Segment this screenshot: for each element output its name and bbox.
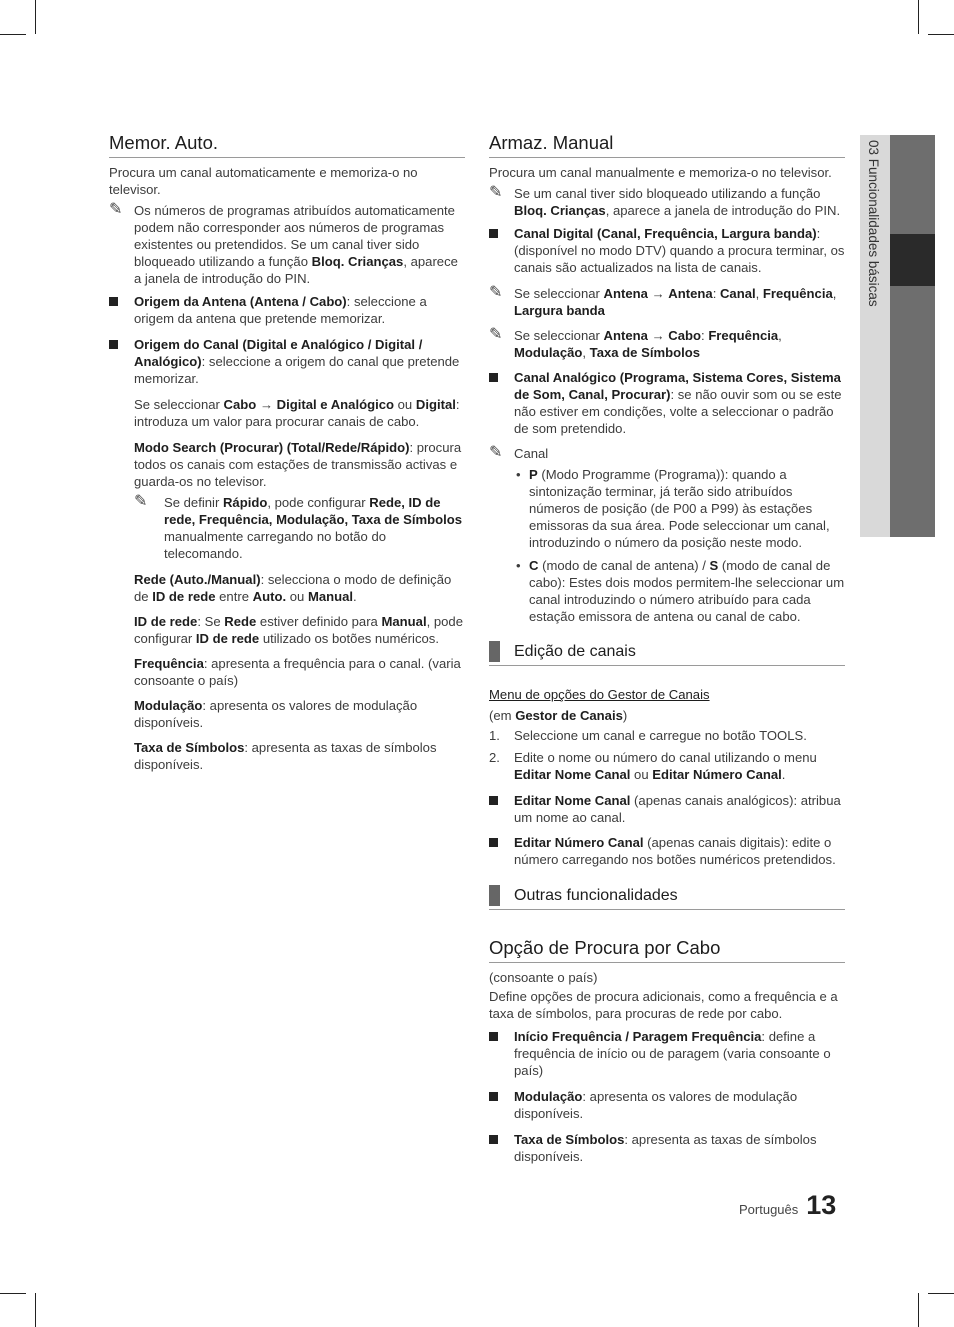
crop-mark	[35, 1293, 36, 1327]
menu-subtitle: (em Gestor de Canais)	[489, 708, 628, 723]
side-tab-marker	[890, 234, 935, 286]
cable-note: (consoante o país)	[489, 970, 598, 985]
bullet-item: Canal Analógico (Programa, Sistema Cores, Sistema de Som, Canal, Procurar): se não ouvir som ou se este não estiver em condições, volte a seleccionar o padrão de som pretendido.	[489, 369, 845, 437]
bullet-item: Editar Nome Canal (apenas canais analógicos): atribua um nome ao canal.	[489, 792, 845, 826]
dot-bullet-icon: •	[516, 467, 521, 482]
id-rede-paragraph: ID de rede: Se Rede estiver definido para Manual, pode configurar ID de rede utilizado os botões numéricos.	[134, 614, 463, 646]
search-mode-note-wrap	[109, 494, 465, 562]
cable-description: Define opções de procura adicionais, como a frequência e a taxa de símbolos, para procuras de rede por cabo.	[489, 989, 838, 1021]
numbered-step: 1. Seleccione um canal e carregue no botão TOOLS.	[489, 728, 807, 743]
side-tab-dark	[890, 135, 935, 537]
section-title-procura-cabo: Opção de Procura por Cabo	[489, 937, 845, 963]
square-bullet-icon	[489, 1135, 498, 1144]
intro-text: Procura um canal automaticamente e memoriza-o no televisor.	[109, 165, 418, 197]
cabo-paragraph: Se seleccionar Cabo → Digital e Analógico ou Digital: introduza um valor para procurar canais de cabo.	[134, 397, 460, 429]
dot-list-item: • C (modo de canal de antena) / S (modo de canal de cabo): Estes dois modos permitem-lhe seleccionar um canal introduzindo o número atribuído para cada estação emissora de antena ou canal de cabo.	[516, 558, 845, 624]
bullet-item: Taxa de Símbolos: apresenta as taxas de símbolos disponíveis.	[489, 1131, 845, 1165]
modulacao-paragraph: Modulação: apresenta os valores de modulação disponíveis.	[134, 698, 418, 730]
note: ✎ Canal	[489, 444, 549, 461]
numbered-step: 2. Edite o nome ou número do canal utilizando o menu Editar Nome Canal ou Editar Número Canal.	[489, 750, 817, 782]
dot-bullet-icon: •	[516, 558, 521, 573]
square-bullet-icon	[489, 229, 498, 238]
pencil-note-icon: ✎	[489, 444, 503, 461]
section-bar-icon	[489, 885, 500, 906]
chapter-side-tab	[860, 135, 935, 537]
pencil-note-icon: ✎	[489, 326, 503, 343]
bullet-item: Origem do Canal (Digital e Analógico / Digital / Analógico): seleccione a origem do canal que pretende memorizar.	[109, 336, 465, 387]
note: ✎ Se um canal tiver sido bloqueado utilizando a função Bloq. Crianças, aparece a janela de introdução do PIN.	[489, 184, 841, 218]
bullet-item: Canal Digital (Canal, Frequência, Largura banda): (disponível no modo DTV) quando a procura terminar, os canais são actualizados na lista de canais.	[489, 225, 845, 276]
crop-mark	[928, 1293, 954, 1294]
intro-text: Procura um canal manualmente e memoriza-o no televisor.	[489, 165, 832, 180]
section-bar-icon	[489, 641, 500, 662]
pencil-note-icon: ✎	[489, 184, 503, 201]
rede-paragraph: Rede (Auto./Manual): selecciona o modo de definição de ID de rede entre Auto. ou Manual.	[134, 572, 452, 604]
menu-title: Menu de opções do Gestor de Canais	[489, 687, 710, 702]
square-bullet-icon	[489, 373, 498, 382]
square-bullet-icon	[109, 297, 118, 306]
note: ✎ Os números de programas atribuídos automaticamente podem não corresponder aos números de programas existentes ou pretendidos. Se um canal tiver sido bloqueado utilizando a função Bloq. Crianças, aparece a janela de introdução do PIN.	[109, 201, 458, 286]
crop-mark	[0, 34, 26, 35]
square-bullet-icon	[489, 1032, 498, 1041]
subsection-title-edicao-canais: Edição de canais	[489, 641, 845, 666]
chapter-label: 03 Funcionalidades básicas	[866, 140, 881, 307]
left-column	[109, 132, 465, 773]
crop-mark	[35, 0, 36, 34]
bullet-item: Origem da Antena (Antena / Cabo): seleccione a origem da antena que pretende memorizar.	[109, 293, 465, 327]
pencil-note-icon: ✎	[489, 284, 503, 301]
square-bullet-icon	[109, 340, 118, 349]
taxa-simbolos-paragraph: Taxa de Símbolos: apresenta as taxas de símbolos disponíveis.	[134, 740, 437, 772]
note: ✎ Se seleccionar Antena → Cabo: Frequência, Modulação, Taxa de Símbolos	[489, 326, 782, 360]
crop-mark	[918, 1293, 919, 1327]
crop-mark	[918, 0, 919, 34]
right-column	[489, 132, 845, 1171]
search-mode-paragraph: Modo Search (Procurar) (Total/Rede/Rápido): procura todos os canais com estações de transmissão activas e guarda-os no televisor.	[134, 440, 462, 489]
page-footer	[739, 1190, 836, 1221]
pencil-note-icon: ✎	[134, 493, 148, 510]
crop-mark	[928, 34, 954, 35]
dot-list-item: • P (Modo Programme (Programa)): quando a sintonização terminar, já terão sido atribuídos números de posição (de P00 a P99) às estações emissoras da sua área. Pode seleccionar um canal, introduzindo o número da posição neste modo.	[516, 467, 830, 550]
frequencia-paragraph: Frequência: apresenta a frequência para o canal. (varia consoante o país)	[134, 656, 461, 688]
square-bullet-icon	[489, 796, 498, 805]
bullet-item: Início Frequência / Paragem Frequência: define a frequência de início ou de paragem (varia consoante o país)	[489, 1028, 845, 1079]
square-bullet-icon	[489, 838, 498, 847]
bullet-item: Modulação: apresenta os valores de modulação disponíveis.	[489, 1088, 845, 1122]
language-label: Português	[739, 1202, 799, 1217]
crop-mark	[0, 1293, 26, 1294]
note: ✎ Se seleccionar Antena → Antena: Canal, Frequência, Largura banda	[489, 284, 837, 318]
page-number: 13	[806, 1190, 837, 1220]
section-title-memor-auto: Memor. Auto.	[109, 132, 465, 158]
subsection-title-outras: Outras funcionalidades	[489, 885, 845, 910]
bullet-item: Editar Número Canal (apenas canais digitais): edite o número carregando nos botões numéricos pretendidos.	[489, 834, 845, 868]
section-title-armaz-manual: Armaz. Manual	[489, 132, 845, 158]
note: ✎ Se definir Rápido, pode configurar Rede, ID de rede, Frequência, Modulação, Taxa de Símbolos manualmente carregando no botão do telecomando.	[134, 493, 463, 561]
square-bullet-icon	[489, 1092, 498, 1101]
pencil-note-icon: ✎	[109, 201, 123, 218]
